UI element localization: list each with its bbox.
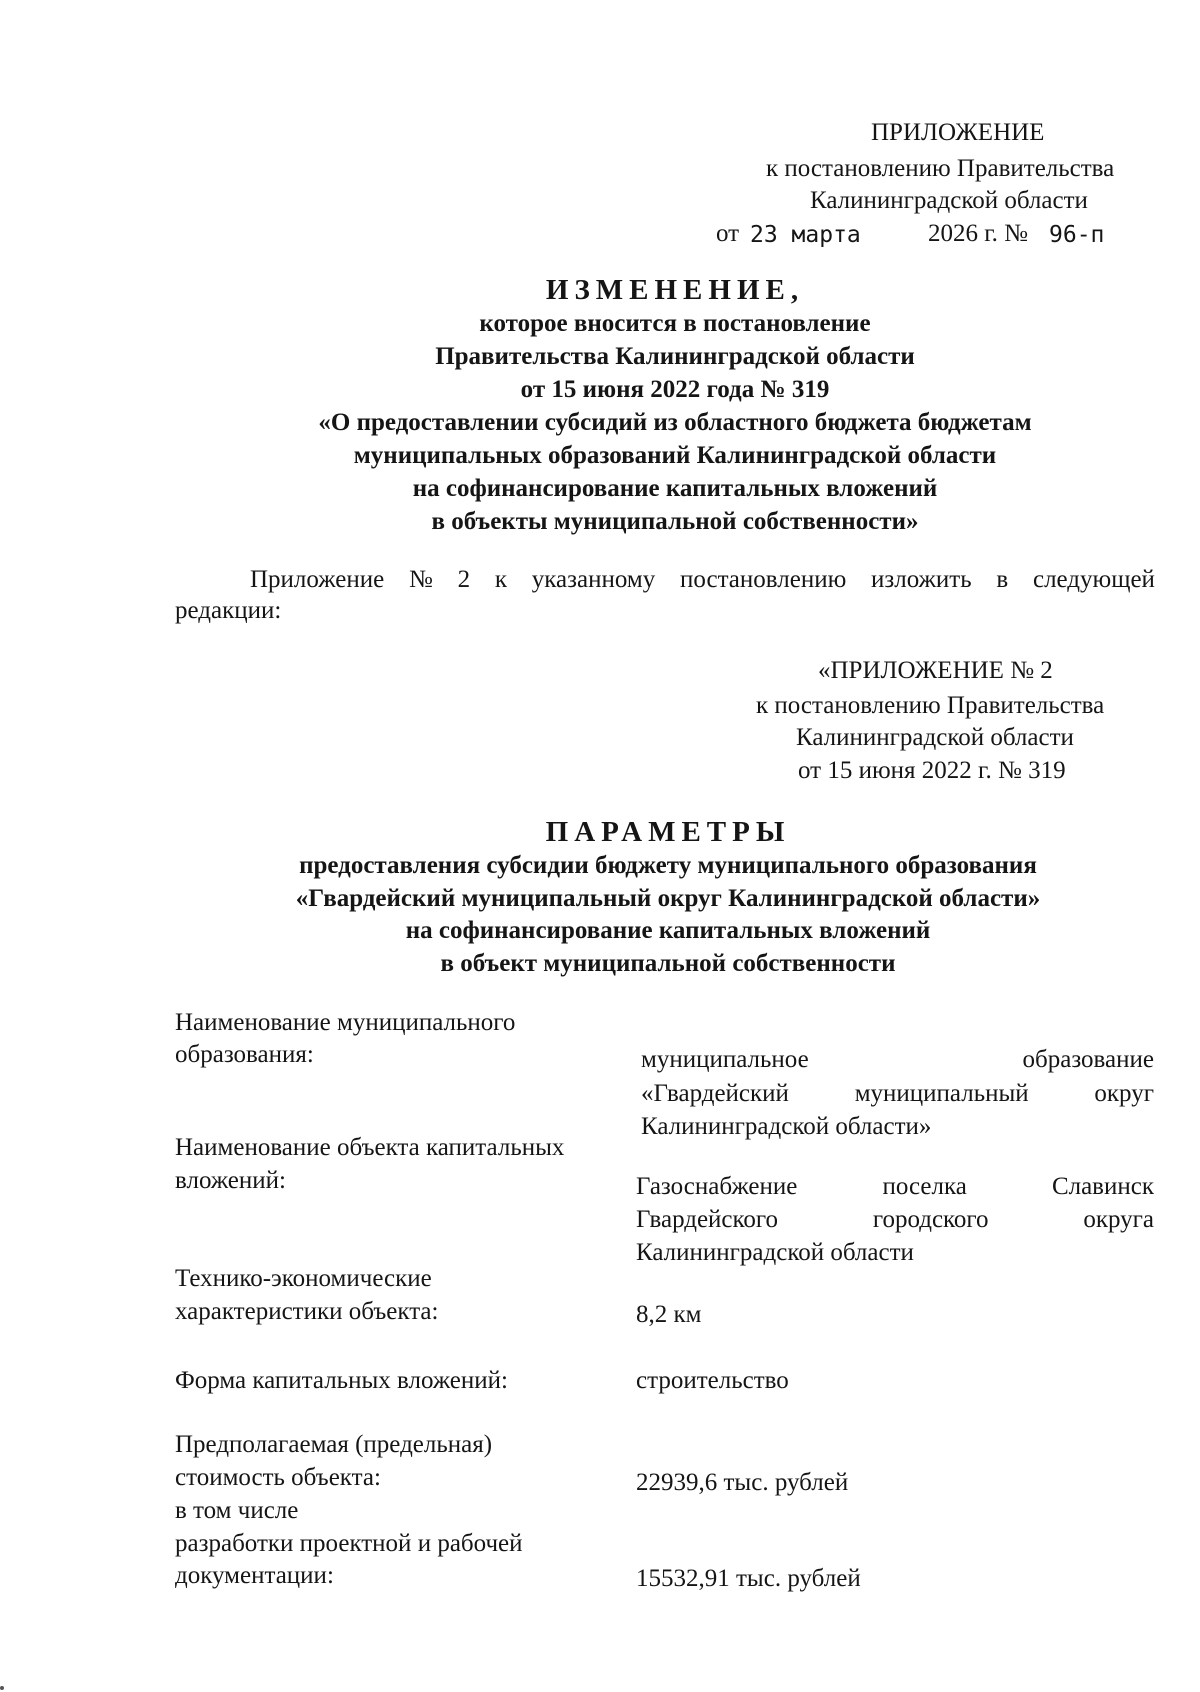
appendix2-title: «ПРИЛОЖЕНИЕ № 2: [818, 657, 1053, 684]
change-subheading-line: муниципальных образований Калининградской области: [353, 442, 997, 469]
including-label: в том числе: [175, 1497, 299, 1524]
params-subheading-line: на софинансирование капитальных вложений: [405, 917, 931, 944]
design-label: разработки проектной и рабочей: [175, 1530, 523, 1557]
change-heading: ИЗМЕНЕНИЕ,: [545, 274, 805, 306]
appendix2-ref-line2: Калининградской области: [796, 724, 1074, 751]
object-label: Наименование объекта капитальных: [175, 1134, 565, 1161]
params-heading: ПАРАМЕТРЫ: [545, 816, 791, 848]
object-value-line3: Калининградской области: [636, 1239, 914, 1266]
body-paragraph-line1: Приложение № 2 к указанному постановлению изложить в следующей: [250, 566, 1155, 593]
appendix-ref-line1: к постановлению Правительства: [766, 155, 1115, 182]
municipality-label: Наименование муниципального: [175, 1009, 516, 1036]
municipality-label: образования:: [175, 1041, 314, 1068]
object-value-line1: Газоснабжение поселка Славинск: [636, 1173, 1154, 1200]
appendix2-ref-line1: к постановлению Правительства: [756, 692, 1105, 719]
change-subheading-line: на софинансирование капитальных вложений: [412, 475, 938, 502]
scan-artifact: [0, 1686, 4, 1690]
change-subheading-line: от 15 июня 2022 года № 319: [520, 376, 830, 403]
body-paragraph-line2: редакции:: [175, 597, 282, 624]
design-value: 15532,91 тыс. рублей: [636, 1565, 861, 1592]
form-label: Форма капитальных вложений:: [175, 1367, 508, 1394]
appendix-ref-line2: Калининградской области: [810, 187, 1088, 214]
change-subheading-line: «О предоставлении субсидий из областного бюджета бюджетам: [318, 409, 1032, 436]
date-prefix: от: [716, 220, 740, 247]
params-subheading-line: в объект муниципальной собственности: [440, 950, 896, 977]
municipality-value-line1: муниципальное образование: [641, 1046, 1154, 1073]
object-label: вложений:: [175, 1167, 286, 1194]
number-stamp: 96-п: [1049, 222, 1105, 248]
change-subheading-line: Правительства Калининградской области: [435, 343, 915, 370]
form-value: строительство: [636, 1367, 789, 1394]
cost-label: Предполагаемая (предельная): [175, 1431, 493, 1458]
tech-label: Технико-экономические: [175, 1265, 432, 1292]
params-subheading-line: предоставления субсидии бюджету муниципального образования: [299, 852, 1037, 879]
design-label: документации:: [175, 1562, 334, 1589]
change-subheading-line: которое вносится в постановление: [479, 310, 871, 337]
municipality-value-line2: «Гвардейский муниципальный округ: [641, 1080, 1154, 1107]
object-value-line2: Гвардейского городского округа: [636, 1206, 1154, 1233]
tech-label: характеристики объекта:: [175, 1298, 439, 1325]
tech-value: 8,2 км: [636, 1301, 702, 1328]
date-stamp: 23 марта: [750, 222, 861, 248]
municipality-value-line3: Калининградской области»: [641, 1113, 932, 1140]
appendix-title: ПРИЛОЖЕНИЕ: [871, 119, 1045, 146]
params-subheading-line: «Гвардейский муниципальный округ Калининградской области»: [295, 885, 1041, 912]
change-subheading-line: в объекты муниципальной собственности»: [431, 508, 919, 535]
appendix2-ref-line3: от 15 июня 2022 г. № 319: [798, 757, 1066, 784]
year-number-label: 2026 г. №: [928, 220, 1029, 247]
cost-label: стоимость объекта:: [175, 1464, 381, 1491]
cost-value: 22939,6 тыс. рублей: [636, 1469, 849, 1496]
